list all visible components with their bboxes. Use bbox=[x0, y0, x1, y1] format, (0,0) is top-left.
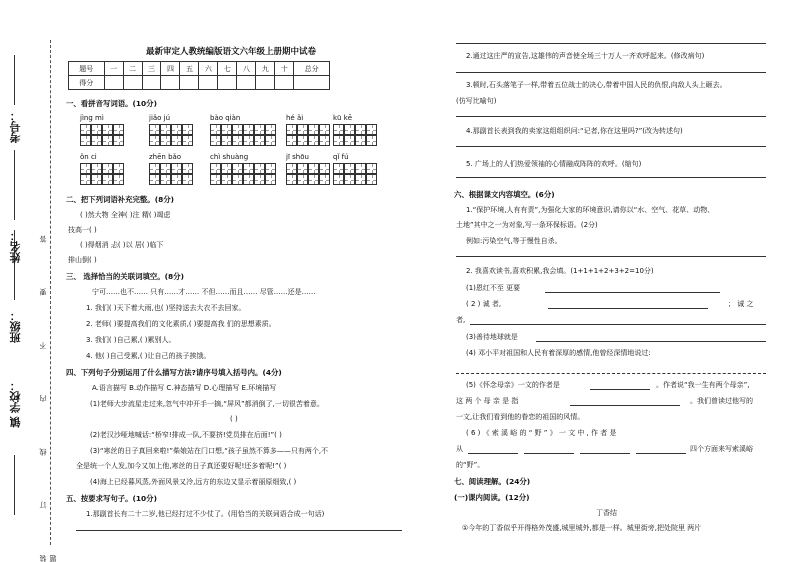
question: 1.“保护环境,人有有责”,为强化大家的环境意识,请你以“水、空气、花草、动物、 bbox=[466, 206, 715, 214]
score-cell[interactable] bbox=[142, 76, 161, 90]
pinyin: ǒn ci bbox=[80, 153, 97, 161]
section-2-title: 二、把下列词语补充完整。(8分) bbox=[66, 195, 174, 204]
writing-box[interactable] bbox=[80, 163, 91, 174]
writing-box[interactable] bbox=[160, 135, 171, 146]
writing-box[interactable] bbox=[319, 124, 330, 135]
number-blank[interactable] bbox=[14, 55, 15, 105]
question[interactable]: (2)老汉沙哑地喊话:“桥窄!排成一队,不要挤!党员排在后面!”( ) bbox=[90, 431, 282, 439]
writing-box[interactable] bbox=[243, 135, 254, 146]
score-cell[interactable] bbox=[123, 76, 142, 90]
writing-box[interactable] bbox=[265, 124, 276, 135]
writing-box[interactable] bbox=[91, 163, 102, 174]
writing-box[interactable] bbox=[297, 124, 308, 135]
idiom-line[interactable]: 排山倒( ) bbox=[68, 256, 97, 264]
writing-box[interactable] bbox=[344, 135, 355, 146]
writing-box[interactable] bbox=[254, 135, 265, 146]
writing-box[interactable] bbox=[210, 135, 221, 146]
writing-box[interactable] bbox=[254, 163, 265, 174]
score-header: 二 bbox=[123, 62, 142, 76]
fill-item: 这 两 个 母 亲 是 指 bbox=[456, 397, 519, 405]
writing-box[interactable] bbox=[182, 174, 193, 185]
writing-box[interactable] bbox=[171, 163, 182, 174]
answer-line[interactable] bbox=[456, 116, 766, 117]
writing-box[interactable] bbox=[102, 174, 113, 185]
score-cell[interactable] bbox=[256, 76, 275, 90]
page-title: 最新审定人教统编版语文六年级上册期中试卷 bbox=[145, 47, 316, 57]
writing-box[interactable] bbox=[210, 163, 221, 174]
answer-line[interactable] bbox=[468, 453, 518, 454]
answer-line[interactable] bbox=[580, 453, 630, 454]
writing-box[interactable] bbox=[80, 124, 91, 135]
writing-box[interactable] bbox=[333, 174, 344, 185]
school-label: 镇 学校： bbox=[9, 380, 22, 428]
writing-box[interactable] bbox=[232, 135, 243, 146]
fill-item: (1)恩红不至 更要 bbox=[466, 284, 521, 292]
writing-box[interactable] bbox=[91, 135, 102, 146]
writing-box[interactable] bbox=[102, 135, 113, 146]
writing-box[interactable] bbox=[91, 124, 102, 135]
section-4-title: 四、下列句子分别运用了什么描写方法?请序号填入括号内。(4分) bbox=[66, 368, 282, 377]
answer-line[interactable] bbox=[456, 256, 766, 257]
writing-box[interactable] bbox=[366, 163, 377, 174]
score-header: 五 bbox=[180, 62, 199, 76]
writing-box[interactable] bbox=[221, 174, 232, 185]
writing-box[interactable] bbox=[366, 135, 377, 146]
writing-box[interactable] bbox=[232, 163, 243, 174]
writing-box[interactable] bbox=[355, 135, 366, 146]
conjunction-options: 宁可……也不…… 只有……才…… 不但……而且…… 尽管……还是…… bbox=[92, 288, 316, 296]
answer-line[interactable] bbox=[470, 324, 766, 325]
section-6-title: 六、根据课文内容填空。(6分) bbox=[454, 190, 555, 199]
writing-box[interactable] bbox=[80, 174, 91, 185]
score-cell[interactable] bbox=[218, 76, 237, 90]
writing-box[interactable] bbox=[319, 135, 330, 146]
idiom-line[interactable]: ( )然大物 全神( )注 精( )竭虑 bbox=[80, 211, 171, 219]
writing-box[interactable] bbox=[297, 163, 308, 174]
fill-item: 者, bbox=[456, 316, 466, 324]
answer-line[interactable] bbox=[456, 72, 766, 73]
answer-line[interactable] bbox=[76, 530, 402, 531]
writing-box[interactable] bbox=[319, 174, 330, 185]
fill-item: (5)《怀念母亲》一文的作者是 bbox=[466, 381, 560, 389]
score-cell[interactable] bbox=[104, 76, 123, 90]
answer-line[interactable] bbox=[636, 453, 686, 454]
question[interactable]: (4)海上已经暮风蒸,外面风景又冷,远方的东边又显示着丽原细致,( ) bbox=[90, 478, 297, 486]
writing-box[interactable] bbox=[102, 124, 113, 135]
section-5-title: 五、按要求写句子。(10分) bbox=[66, 494, 157, 503]
writing-box[interactable] bbox=[232, 174, 243, 185]
writing-box[interactable] bbox=[113, 135, 124, 146]
score-cell[interactable] bbox=[294, 76, 330, 90]
writing-box[interactable] bbox=[297, 135, 308, 146]
binding-warning: 装 订 线 内 不 要 答 题 bbox=[39, 213, 57, 562]
writing-box[interactable] bbox=[113, 124, 124, 135]
writing-box[interactable] bbox=[80, 135, 91, 146]
writing-box[interactable] bbox=[265, 163, 276, 174]
pinyin: chì shuàng bbox=[210, 153, 249, 161]
question[interactable]: 3.顿时,石头落笔子一样,带着五位战士的决心,带着中国人民的仇恨,向敌人头上砸去。 bbox=[466, 81, 727, 89]
section-7-title: 七、阅读理解。(24分) bbox=[454, 477, 531, 486]
example: 例如:污染空气,等于慢性自杀。 bbox=[466, 237, 562, 245]
writing-box[interactable] bbox=[149, 124, 160, 135]
score-header: 总分 bbox=[294, 62, 330, 76]
score-header: 六 bbox=[199, 62, 218, 76]
question[interactable]: 1. 我们( )天下着大雨,也( )坚持送去大衣不去回家。 bbox=[86, 304, 246, 312]
writing-box[interactable] bbox=[319, 163, 330, 174]
writing-box[interactable] bbox=[160, 174, 171, 185]
writing-box[interactable] bbox=[160, 124, 171, 135]
pinyin: qǐ fú bbox=[333, 153, 349, 161]
score-header: 八 bbox=[237, 62, 256, 76]
writing-box[interactable] bbox=[265, 135, 276, 146]
answer-line[interactable] bbox=[570, 405, 680, 406]
question-cont: (仿写比喻句) bbox=[456, 97, 497, 105]
score-cell[interactable] bbox=[275, 76, 294, 90]
pinyin: jiǎo jú bbox=[149, 114, 171, 122]
writing-box[interactable] bbox=[182, 163, 193, 174]
question[interactable]: 4. 他( )自己受累,( )让自己的孩子挨饿。 bbox=[86, 352, 211, 360]
writing-box[interactable] bbox=[344, 174, 355, 185]
writing-box[interactable] bbox=[286, 174, 297, 185]
class-label: 班级： bbox=[9, 310, 22, 343]
subsection-title: (一)课内阅读。(12分) bbox=[454, 493, 530, 502]
writing-box[interactable] bbox=[243, 163, 254, 174]
school-blank[interactable] bbox=[14, 455, 15, 515]
idiom-line[interactable]: 技高一( ) bbox=[68, 226, 97, 234]
writing-box[interactable] bbox=[149, 163, 160, 174]
section-3-title: 三、 选择恰当的关联词填空。(8分) bbox=[66, 272, 184, 281]
writing-box[interactable] bbox=[182, 124, 193, 135]
score-header: 七 bbox=[218, 62, 237, 76]
answer-line[interactable] bbox=[456, 177, 766, 178]
writing-box[interactable] bbox=[366, 174, 377, 185]
writing-box[interactable] bbox=[113, 163, 124, 174]
writing-box[interactable] bbox=[210, 174, 221, 185]
writing-box[interactable] bbox=[333, 135, 344, 146]
answer-line[interactable] bbox=[548, 308, 708, 309]
score-header: 题号 bbox=[69, 62, 105, 76]
score-header: 九 bbox=[256, 62, 275, 76]
answer-line[interactable] bbox=[456, 146, 766, 147]
fill-item: 从 bbox=[456, 445, 463, 453]
question-cont: 土地”其中之一为对象,写一条环保标语。(2分) bbox=[456, 221, 598, 229]
pinyin: kū kē bbox=[333, 114, 353, 122]
passage-text: ①今年的丁香似乎开得格外茂盛,城里城外,都是一样。城里街旁,把处院里 两片 bbox=[462, 524, 702, 532]
method-options: A.语言描写 B.动作描写 C.神态描写 D.心理描写 E.环境描写 bbox=[92, 384, 277, 392]
fill-item: ( 2 ) 诚 者, bbox=[466, 300, 502, 308]
writing-box[interactable] bbox=[286, 124, 297, 135]
writing-box[interactable] bbox=[221, 124, 232, 135]
writing-box[interactable] bbox=[221, 135, 232, 146]
writing-box[interactable] bbox=[355, 163, 366, 174]
pinyin: jī shōu bbox=[286, 153, 309, 161]
writing-box[interactable] bbox=[344, 124, 355, 135]
writing-box[interactable] bbox=[308, 163, 319, 174]
writing-box[interactable] bbox=[149, 174, 160, 185]
writing-box[interactable] bbox=[344, 163, 355, 174]
score-header: 十 bbox=[275, 62, 294, 76]
answer-line[interactable] bbox=[456, 43, 766, 44]
name-label: 姓名： bbox=[9, 230, 22, 263]
writing-box[interactable] bbox=[355, 174, 366, 185]
question[interactable]: 2. 老师( )要提高我们的文化素质,( )要提高我 们的思想素质。 bbox=[86, 320, 276, 328]
writing-box[interactable] bbox=[210, 124, 221, 135]
passage-title: 丁香结 bbox=[596, 509, 617, 517]
question[interactable]: (3)“寒丝的日子真回来啦!”柴娘站在门口想,“孩子虽然不算多——只有两个,不 bbox=[90, 447, 329, 455]
number-label: 考号： bbox=[9, 110, 22, 143]
answer-line[interactable] bbox=[456, 373, 766, 374]
pinyin: zhēn bǎo bbox=[149, 153, 182, 161]
fill-item: 的“野”。 bbox=[456, 461, 485, 469]
question[interactable]: 4.那副首长表到我的卖家这组组织问:“记者,你在这里吗?”(改为转述句) bbox=[466, 127, 683, 135]
name-blank[interactable] bbox=[14, 150, 15, 220]
writing-box[interactable] bbox=[333, 124, 344, 135]
fill-item: (4) 邓小平对祖国和人民有着深厚的感情,他曾经深情地说过: bbox=[466, 349, 651, 357]
score-header: 三 bbox=[142, 62, 161, 76]
question[interactable]: 3. 我们( )自己累,( )累别人。 bbox=[86, 336, 176, 344]
question[interactable]: 1.那副首长有二十二岁,他已经打过不少仗了。(用恰当的关联词语合成一句话) bbox=[86, 510, 325, 518]
fill-item: 。我们曾读过他写的 bbox=[690, 397, 753, 405]
fill-item: (3)善待地球就是 bbox=[466, 333, 518, 341]
writing-box[interactable] bbox=[91, 174, 102, 185]
section-1-title: 一、看拼音写词语。(10分) bbox=[66, 99, 157, 108]
writing-box[interactable] bbox=[160, 163, 171, 174]
question: 2. 我喜欢读书,喜欢积累,我会填。(1+1+1+2+3+2=10分) bbox=[466, 267, 654, 275]
writing-box[interactable] bbox=[286, 163, 297, 174]
answer-line[interactable] bbox=[545, 292, 720, 293]
pinyin: jìng mì bbox=[80, 114, 104, 122]
score-cell[interactable] bbox=[237, 76, 256, 90]
score-header: 四 bbox=[161, 62, 180, 76]
writing-box[interactable] bbox=[232, 124, 243, 135]
writing-box[interactable] bbox=[265, 174, 276, 185]
fill-item: ( 6 ) 《 索 溪 峪 的 “ 野 ” 》 一 文 中 , 作 者 是 bbox=[466, 429, 617, 437]
score-cell[interactable] bbox=[161, 76, 180, 90]
writing-box[interactable] bbox=[308, 124, 319, 135]
score-cell[interactable] bbox=[199, 76, 218, 90]
answer-paren[interactable]: ( ) bbox=[230, 415, 238, 423]
question[interactable]: 2.通过这庄严的宣告,这雄伟的声音使全场三十万人一齐欢呼起来。(修改病句) bbox=[466, 52, 705, 60]
writing-box[interactable] bbox=[355, 124, 366, 135]
writing-box[interactable] bbox=[254, 174, 265, 185]
idiom-line[interactable]: ( )得烟消 忐( )以 居( )临下 bbox=[80, 241, 164, 249]
writing-box[interactable] bbox=[286, 135, 297, 146]
writing-box[interactable] bbox=[113, 174, 124, 185]
score-cell[interactable] bbox=[180, 76, 199, 90]
writing-box[interactable] bbox=[102, 163, 113, 174]
question-cont[interactable]: 全是统一个人发,加今又加上他,寒丝的日子真还要好呢!还多着呢!”( ) bbox=[76, 462, 287, 470]
score-row-label: 得分 bbox=[69, 76, 105, 90]
fill-item: 四个方面来写索溪峪 bbox=[690, 445, 753, 453]
fill-item: 一文,让我们看到他的眷恋的祖国的风情。 bbox=[456, 413, 585, 421]
writing-box[interactable] bbox=[171, 135, 182, 146]
writing-box[interactable] bbox=[243, 124, 254, 135]
writing-box[interactable] bbox=[366, 124, 377, 135]
writing-box[interactable] bbox=[221, 163, 232, 174]
score-table bbox=[68, 61, 330, 90]
writing-box[interactable] bbox=[182, 135, 193, 146]
fill-item: ； 诚 之 bbox=[728, 300, 754, 308]
writing-box[interactable] bbox=[254, 124, 265, 135]
answer-line[interactable] bbox=[590, 389, 650, 390]
score-header: 一 bbox=[104, 62, 123, 76]
writing-box[interactable] bbox=[171, 174, 182, 185]
writing-box[interactable] bbox=[297, 174, 308, 185]
question[interactable]: 5. 广场上的人们热爱领袖的心情融成阵阵的欢呼。(缩句) bbox=[466, 160, 642, 168]
fill-item: 。作者说“我一生有两个母亲”, bbox=[656, 381, 750, 389]
writing-box[interactable] bbox=[171, 124, 182, 135]
writing-box[interactable] bbox=[333, 163, 344, 174]
writing-box[interactable] bbox=[308, 174, 319, 185]
writing-box[interactable] bbox=[243, 174, 254, 185]
pinyin: hé ǎi bbox=[286, 114, 304, 122]
question[interactable]: (1)老师大步流星走过来,忽气中冲开手一摘,“屏风”都消倒了,一切很苦着意。 bbox=[90, 400, 324, 408]
answer-line[interactable] bbox=[536, 341, 766, 342]
writing-box[interactable] bbox=[149, 135, 160, 146]
writing-box[interactable] bbox=[308, 135, 319, 146]
pinyin: bào qiàn bbox=[210, 114, 241, 122]
answer-line[interactable] bbox=[524, 453, 574, 454]
